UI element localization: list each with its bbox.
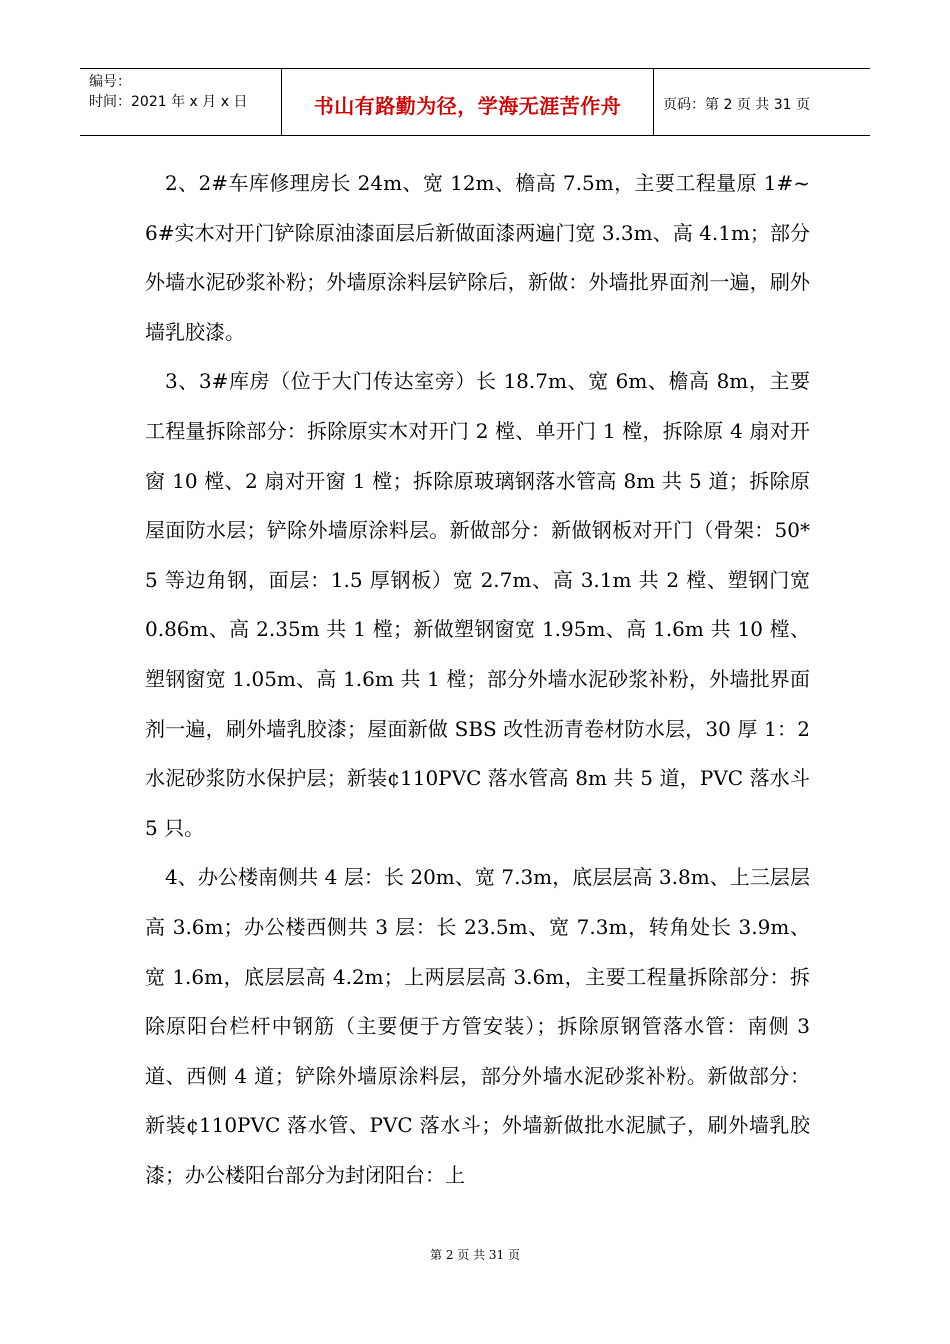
header-meta [80, 69, 282, 135]
header-page-info-cell [654, 69, 870, 135]
document-number-label: 编号： [89, 74, 131, 90]
header-page-info: 页码：第 2 页 共 31 页 [663, 97, 810, 113]
page-footer: 第 2 页 共 31 页 [430, 1248, 520, 1262]
header-motto: 书山有路勤为径，学海无涯苦作舟 [313, 93, 622, 118]
paragraph-office-building: 4、办公楼南侧共 4 层：长 20m、宽 7.3m，底层层高 3.8m、上三层层高 3.6m；办公楼西侧共 3 层：长 23.5m、宽 7.3m，转角处长 3.9m、宽 1.6m，底层层高 4.2m；上两层层高 3.6m，主要工程量拆除部分：拆除原阳台栏杆中钢筋（主要便于方管安装）；拆除原钢管落水管：南侧 3 道、西侧 4 道；铲除外墙原涂料层，部分外墙水泥砂浆补粉。新做部分：新装¢110PVC 落水管、PVC 落水斗；外墙新做批水泥腻子，刷外墙乳胶漆；办公楼阳台部分为封闭阳台：上 [145, 865, 810, 1187]
paragraph-garage-repair: 2、2#车库修理房长 24m、宽 12m、檐高 7.5m，主要工程量原 1#~6#实木对开门铲除原油漆面层后新做面漆两遍门宽 3.3m、高 4.1m；部分外墙水泥砂浆补粉；外墙原涂料层铲除后，新做：外墙批界面剂一遍，刷外墙乳胶漆。 [145, 171, 810, 344]
header-motto-cell [282, 69, 654, 135]
paragraph-warehouse: 3、3#库房（位于大门传达室旁）长 18.7m、宽 6m、檐高 8m，主要工程量拆除部分：拆除原实木对开门 2 樘、单开门 1 樘，拆除原 4 扇对开窗 10 樘、2 扇对开窗 1 樘；拆除原玻璃钢落水管高 8m 共 5 道；拆除原屋面防水层；铲除外墙原涂料层。新做部分：新做钢板对开门（骨架：50*5 等边角钢，面层：1.5 厚钢板）宽 2.7m、高 3.1m 共 2 樘、塑钢门宽 0.86m、高 2.35m 共 1 樘；新做塑钢窗宽 1.95m、高 1.6m 共 10 樘、塑钢窗宽 1.05m、高 1.6m 共 1 樘；部分外墙水泥砂浆补粉，外墙批界面剂一遍，刷外墙乳胶漆；屋面新做 SBS 改性沥青卷材防水层，30 厚 1：2 水泥砂浆防水保护层；新装¢110PVC 落水管高 8m 共 5 道，PVC 落水斗 5 只。 [145, 369, 810, 840]
page-header [80, 68, 870, 136]
document-date: 时间：2021 年 x 月 x 日 [89, 94, 248, 110]
document-body [145, 159, 810, 1200]
